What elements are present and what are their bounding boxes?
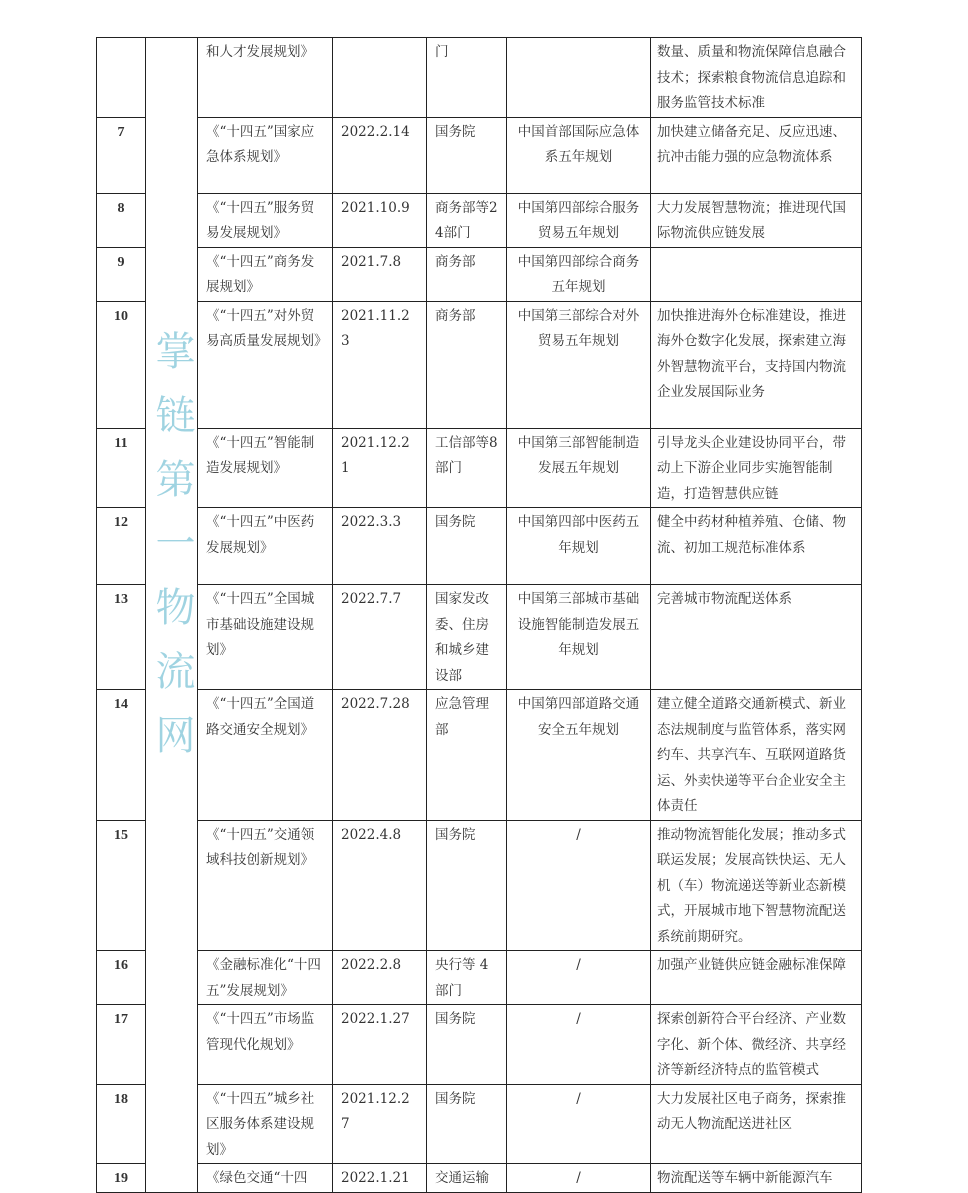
ref-cell: 中国第四部综合商务五年规划	[507, 247, 651, 301]
plan-cell: 《“十四五”服务贸易发展规划》	[198, 193, 333, 247]
ref-cell: /	[507, 1164, 651, 1193]
date-cell: 2021.10.9	[333, 193, 427, 247]
no-cell: 14	[97, 690, 146, 821]
plan-cell: 《“十四五”智能制造发展规划》	[198, 428, 333, 508]
date-cell: 2022.2.14	[333, 117, 427, 193]
table-row	[97, 1164, 862, 1193]
date-cell: 2022.1.27	[333, 1005, 427, 1085]
tasks-cell: 大力发展社区电子商务，探索推动无人物流配送进社区	[651, 1084, 862, 1164]
table-row	[97, 247, 862, 301]
no-cell: 15	[97, 820, 146, 951]
dept-cell: 商务部	[427, 247, 507, 301]
no-cell: 10	[97, 301, 146, 428]
plan-cell: 《“十四五”国家应急体系规划》	[198, 117, 333, 193]
tasks-cell: 加快建立储备充足、反应迅速、抗冲击能力强的应急物流体系	[651, 117, 862, 193]
table-row	[97, 690, 862, 821]
no-cell: 9	[97, 247, 146, 301]
tasks-cell: 健全中药材种植养殖、仓储、物流、初加工规范标准体系	[651, 508, 862, 585]
table-row	[97, 951, 862, 1005]
date-cell: 2021.12.27	[333, 1084, 427, 1164]
tasks-cell	[651, 247, 862, 301]
dept-cell: 工信部等8部门	[427, 428, 507, 508]
tasks-cell: 物流配送等车辆中新能源汽车	[651, 1164, 862, 1193]
plan-cell: 《“十四五”商务发展规划》	[198, 247, 333, 301]
tasks-cell: 完善城市物流配送体系	[651, 585, 862, 690]
category-cell	[146, 38, 198, 1193]
plan-cell: 《“十四五”城乡社区服务体系建设规划》	[198, 1084, 333, 1164]
dept-cell: 国务院	[427, 1084, 507, 1164]
watermark: 掌链第一物流网	[149, 330, 195, 778]
date-cell: 2022.7.7	[333, 585, 427, 690]
dept-cell: 国务院	[427, 820, 507, 951]
no-cell: 18	[97, 1084, 146, 1164]
date-cell: 2021.7.8	[333, 247, 427, 301]
table-row	[97, 428, 862, 508]
ref-cell: /	[507, 820, 651, 951]
tasks-cell: 引导龙头企业建设协同平台，带动上下游企业同步实施智能制造，打造智慧供应链	[651, 428, 862, 508]
table-row	[97, 1005, 862, 1085]
table-body	[97, 38, 862, 1193]
table-row	[97, 1084, 862, 1164]
plan-cell: 《“十四五”交通领域科技创新规划》	[198, 820, 333, 951]
dept-cell: 国务院	[427, 1005, 507, 1085]
tasks-cell: 加强产业链供应链金融标准保障	[651, 951, 862, 1005]
tasks-cell: 大力发展智慧物流；推进现代国际物流供应链发展	[651, 193, 862, 247]
plan-cell: 和人才发展规划》	[198, 38, 333, 118]
dept-cell: 国务院	[427, 117, 507, 193]
no-cell: 17	[97, 1005, 146, 1085]
table-row	[97, 820, 862, 951]
table-row	[97, 508, 862, 585]
ref-cell: 中国首部国际应急体系五年规划	[507, 117, 651, 193]
ref-cell: 中国第四部综合服务贸易五年规划	[507, 193, 651, 247]
dept-cell: 应急管理部	[427, 690, 507, 821]
plan-cell: 《“十四五”中医药发展规划》	[198, 508, 333, 585]
dept-cell: 央行等 4部门	[427, 951, 507, 1005]
no-cell: 16	[97, 951, 146, 1005]
no-cell	[97, 38, 146, 118]
no-cell: 13	[97, 585, 146, 690]
table-row	[97, 193, 862, 247]
table-row	[97, 38, 862, 118]
plan-cell: 《“十四五”全国道路交通安全规划》	[198, 690, 333, 821]
ref-cell	[507, 38, 651, 118]
ref-cell: /	[507, 951, 651, 1005]
table-row	[97, 585, 862, 690]
table-row	[97, 301, 862, 428]
ref-cell: 中国第三部城市基础设施智能制造发展五年规划	[507, 585, 651, 690]
plan-cell: 《“十四五”全国城市基础设施建设规划》	[198, 585, 333, 690]
date-cell: 2021.11.23	[333, 301, 427, 428]
table-row	[97, 117, 862, 193]
ref-cell: 中国第三部智能制造发展五年规划	[507, 428, 651, 508]
plan-cell: 《绿色交通“十四	[198, 1164, 333, 1193]
tasks-cell: 推动物流智能化发展；推动多式联运发展；发展高铁快运、无人机（车）物流递送等新业态新模式，开展城市地下智慧物流配送系统前期研究。	[651, 820, 862, 951]
no-cell: 12	[97, 508, 146, 585]
dept-cell: 商务部	[427, 301, 507, 428]
date-cell: 2022.3.3	[333, 508, 427, 585]
ref-cell: /	[507, 1005, 651, 1085]
no-cell: 19	[97, 1164, 146, 1193]
ref-cell: 中国第四部道路交通安全五年规划	[507, 690, 651, 821]
dept-cell: 国务院	[427, 508, 507, 585]
date-cell: 2021.12.21	[333, 428, 427, 508]
dept-cell: 门	[427, 38, 507, 118]
policy-table	[96, 37, 862, 1193]
tasks-cell: 加快推进海外仓标准建设，推进海外仓数字化发展，探索建立海外智慧物流平台，支持国内物流企业发展国际业务	[651, 301, 862, 428]
date-cell: 2022.7.28	[333, 690, 427, 821]
no-cell: 8	[97, 193, 146, 247]
dept-cell: 交通运输	[427, 1164, 507, 1193]
no-cell: 11	[97, 428, 146, 508]
date-cell: 2022.1.21	[333, 1164, 427, 1193]
dept-cell: 国家发改委、住房和城乡建设部	[427, 585, 507, 690]
date-cell	[333, 38, 427, 118]
tasks-cell: 数量、质量和物流保障信息融合技术；探索粮食物流信息追踪和服务监管技术标准	[651, 38, 862, 118]
plan-cell: 《金融标准化“十四五”发展规划》	[198, 951, 333, 1005]
dept-cell: 商务部等24部门	[427, 193, 507, 247]
date-cell: 2022.4.8	[333, 820, 427, 951]
plan-cell: 《“十四五”市场监管现代化规划》	[198, 1005, 333, 1085]
tasks-cell: 探索创新符合平台经济、产业数字化、新个体、微经济、共享经济等新经济特点的监管模式	[651, 1005, 862, 1085]
ref-cell: 中国第三部综合对外贸易五年规划	[507, 301, 651, 428]
ref-cell: /	[507, 1084, 651, 1164]
plan-cell: 《“十四五”对外贸易高质量发展规划》	[198, 301, 333, 428]
date-cell: 2022.2.8	[333, 951, 427, 1005]
ref-cell: 中国第四部中医药五年规划	[507, 508, 651, 585]
tasks-cell: 建立健全道路交通新模式、新业态法规制度与监管体系，落实网约车、共享汽车、互联网道路货运、外卖快递等平台企业安全主体责任	[651, 690, 862, 821]
no-cell: 7	[97, 117, 146, 193]
